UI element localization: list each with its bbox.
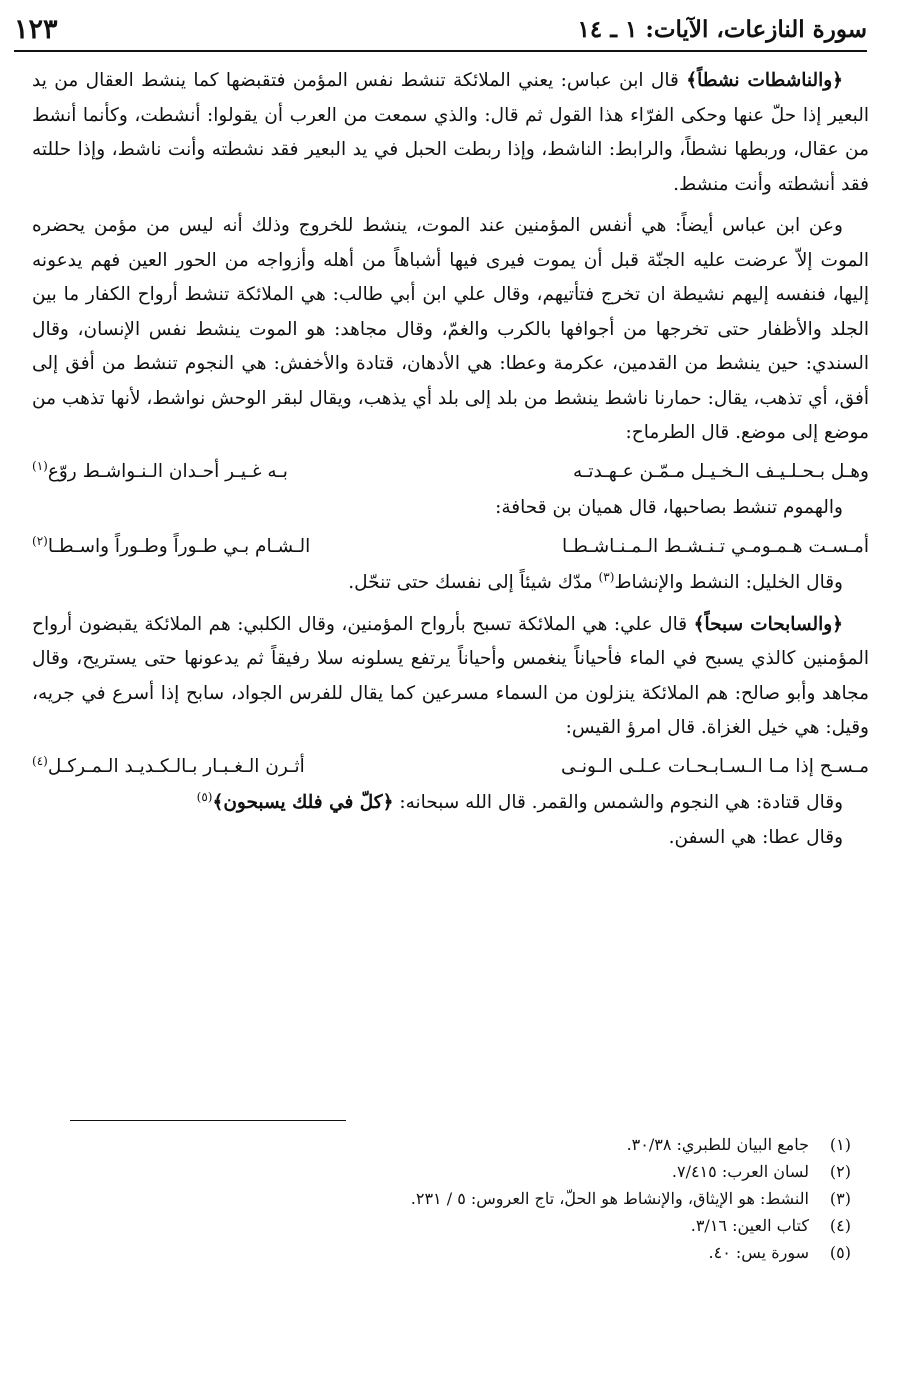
footnote-item [60,1185,851,1212]
poem-first-hemistich: مـسـح إذا مـا الـسـابـحـات عـلـى الـونـى [561,755,869,777]
paragraph-text: قال علي: هي الملائكة تسبح بأرواح المؤمنين، وقال الكلبي: هم الملائكة يقبضون أرواح المؤمنين كالذي يسبح في الماء فأحياناً ينغمس وأحياناً يرتفع يسلونه سلا رفيقاً ثم يدعونها حتى يستريح، وقال مجاهد وأبو صالح: هم الملائكة ينزلون من السماء مسرعين كما يقال للفرس الجواد، سابح إذا أسرع في جريه، وقيل: هي خيل الغزاة. قال امرؤ القيس: [32,613,869,738]
poem-second-hemistich-text: الـشـام بـي طـوراً وطـوراً واسـطـا [47,535,311,557]
poem-first-hemistich: وهـل بـحـلـيـف الـخـيـل مـمّـن عـهـدتـه [573,460,869,482]
poem-second-hemistich-text: بـه غـيـر أحـدان الـنـواشـط روّع [47,460,288,482]
paragraph-text: والهموم تنشط بصاحبها، قال هميان بن قحافة: [495,497,843,518]
footnote-item [60,1239,851,1266]
footnote-text: سورة يس: ٤٠. [708,1243,809,1262]
page-number: ١٢٣ [14,13,58,45]
paragraph-text: وقال قتادة: هي النجوم والشمس والقمر. قال الله سبحانه: [393,792,843,813]
paragraph-sabihat [32,608,869,746]
quran-verse-sabihat: ﴿والسابحات سبحاً﴾ [693,613,843,635]
footnote-marker: (٢) [32,533,48,548]
poem-verse-hamyan [32,530,869,565]
poem-second-hemistich [32,750,305,785]
paragraph-ibn-abbas [32,209,869,451]
paragraph-text: وقال الخليل: النشط والإنشاط [614,572,843,593]
footnote-item [60,1212,851,1239]
footnote-marker: (١) [32,458,48,473]
paragraph-text: قال ابن عباس: يعني الملائكة تنشط نفس المؤمن فتقبضها كما ينشط العقال من يد البعير إذا حلّ عنها وحكى الفرّاء هذا القول ثم قال: والذي سمعت من العرب أن يقولوا: أنشطت، وكأنما أنشط من عقال، وربطها نشطاً، والرابط: الناشط، وإذا ربطت الحبل في يد البعير فقد نشطته وأنت ناشط، وإذا حللته فقد أنشطته وأنت منشط. [32,70,869,195]
poem-first-hemistich: أمـسـت هـمـومـي تـنـشـط الـمـنـاشـطـا [562,535,869,557]
poem-verse-tirimmah [32,455,869,490]
paragraph-text: وقال عطا: هي السفن. [668,826,843,848]
footnote-number: (١) [829,1135,851,1154]
footnotes-list [60,1131,851,1266]
running-title: سورة النازعات، الآيات: ١ ـ ١٤ [577,15,867,43]
footnote-marker: (٣) [598,569,615,584]
paragraph-qatada [32,786,869,821]
poem-verse-imru-al-qays [32,750,869,785]
paragraph-khalil [32,566,869,601]
poem-second-hemistich [32,455,288,490]
footnote-item [60,1131,851,1158]
footnote-number: (٥) [829,1243,851,1262]
paragraph-humum [32,491,869,526]
footnote-text: لسان العرب: ٧/٤١٥. [671,1162,809,1181]
footnote-marker: (٤) [32,753,48,768]
paragraph-ata [32,821,869,856]
header-divider [14,50,867,52]
footnote-divider [70,1120,346,1121]
footnote-text: النشط: هو الإيثاق، والإنشاط هو الحلّ، تاج العروس: ٥ / ٢٣١. [410,1189,809,1208]
footnote-number: (٢) [829,1162,851,1181]
quran-verse-nashitat: ﴿والناشطات نشطاً﴾ [686,70,843,91]
quran-verse-falak: ﴿كلّ في فلك يسبحون﴾ [212,792,394,813]
paragraph-text: مدّك شيئاً إلى نفسك حتى تنحّل. [348,572,599,593]
footnote-number: (٤) [829,1216,851,1235]
footnote-text: كتاب العين: ٣/١٦. [690,1216,809,1235]
paragraph-text: وعن ابن عباس أيضاً: هي أنفس المؤمنين عند الموت، ينشط للخروج وذلك أنه ليس من مؤمن يحضره الموت إلاّ عرضت عليه الجنّة قبل أن يموت فيرى فيها أشباهاً من أهله وأزواجه من الحور العين فهم يدعونه إليها، فنفسه إليهم نشيطة ان تخرج فتأتيهم، وقال علي ابن أبي طالب: هي الملائكة تنشط أرواح الكفار ما بين الجلد والأظفار حتى تخرجها من أجوافها بالكرب والغمّ، وقال مجاهد: هو الموت ينشط نفس الإنسان، وقال السندي: حين ينشط من القدمين، عكرمة وعطا: هي الأدهان، قتادة والأخفش: هي النجوم تنشط من أفق إلى أفق، أي تذهب، يقال: حمارنا ناشط ينشط من بلد إلى بلد أي يذهب، ويقال لبقر الوحش نواشط، لأنها تذهب من موضع إلى موضع. قال الطرماح: [32,215,869,443]
main-text [32,64,869,855]
paragraph-nashitat [32,64,869,202]
footnote-number: (٣) [829,1189,851,1208]
poem-second-hemistich-text: أثـرن الـغـبـار بـالـكـديـد الـمـركـل [47,755,305,777]
footnote-marker: (٥) [196,789,213,804]
footnote-item [60,1158,851,1185]
page-header [14,10,867,48]
footnote-text: جامع البيان للطبري: ٣٠/٣٨. [626,1135,809,1154]
poem-second-hemistich [32,530,310,565]
